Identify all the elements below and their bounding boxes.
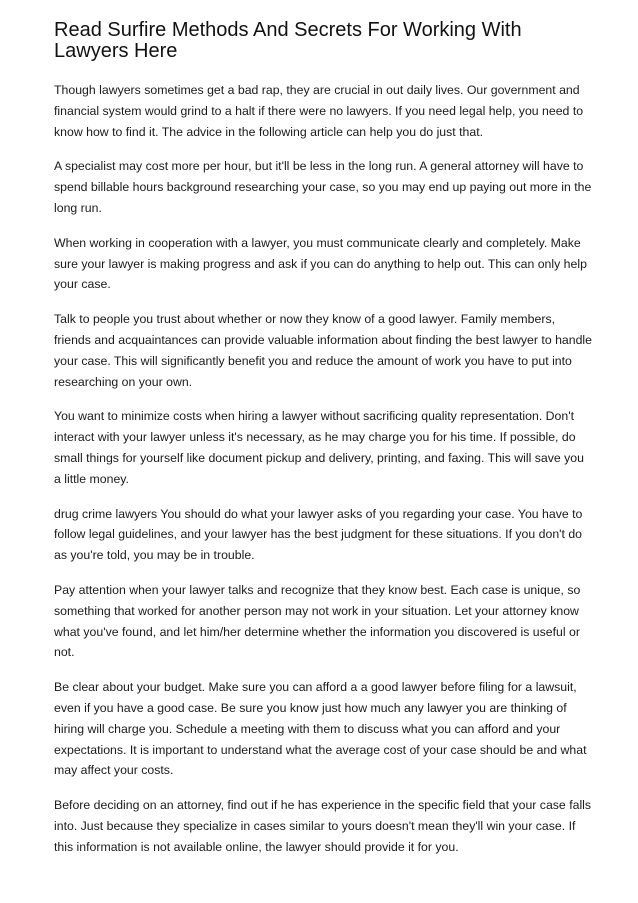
paragraph-8: Be clear about your budget. Make sure you can afford a a good lawyer before filing for a lawsuit, even if you have a good case. Be sure you know just how much any lawyer you are thinking of hiring will charge you. Schedule a meeting with them to discuss what you can afford and your expectations. It is important to understand what the average cost of your case should be and what may affect your costs. xyxy=(54,680,587,778)
document-page xyxy=(54,20,594,872)
paragraph-4: Talk to people you trust about whether or now they know of a good lawyer. Family members, friends and acquaintances can provide valuable information about finding the best lawyer to handle your case. This will significantly benefit you and reduce the amount of work you have to put into researching on your own. xyxy=(54,312,593,389)
paragraph-1: Though lawyers sometimes get a bad rap, they are crucial in out daily lives. Our government and financial system would grind to a halt if there were no lawyers. If you need legal help, you need to know how to find it. The advice in the following article can help you do just that. xyxy=(54,83,584,139)
paragraph-7: Pay attention when your lawyer talks and recognize that they know best. Each case is unique, so something that worked for another person may not work in your situation. Let your attorney know what you've found, and let him/her determine whether the information you discovered is useful or not. xyxy=(54,582,581,660)
document-title: Read Surfire Methods And Secrets For Working With Lawyers Here xyxy=(54,19,522,62)
paragraph-2: A specialist may cost more per hour, but it'll be less in the long run. A general attorney will have to spend billable hours background researching your case, so you may end up paying out more in the long run. xyxy=(54,159,592,215)
paragraph-5: You want to minimize costs when hiring a lawyer without sacrificing quality representation. Don't interact with your lawyer unless it's necessary, as he may charge you for his time. If possible, do small things for yourself like document pickup and delivery, printing, and faxing. This will save you a little money. xyxy=(54,409,584,486)
paragraph-6: drug crime lawyers You should do what your lawyer asks of you regarding your case. You have to follow legal guidelines, and your lawyer has the best judgment for these situations. If you don't do as you're told, you may be in trouble. xyxy=(54,506,583,563)
paragraph-9: Before deciding on an attorney, find out if he has experience in the specific field that your case falls into. Just because they specialize in cases similar to yours doesn't mean they'll win your case. If this information is not available online, the lawyer should provide it for you. xyxy=(54,798,592,854)
paragraph-3: When working in cooperation with a lawyer, you must communicate clearly and completely. Make sure your lawyer is making progress and ask if you can do anything to help out. This can only help your case. xyxy=(54,235,587,292)
